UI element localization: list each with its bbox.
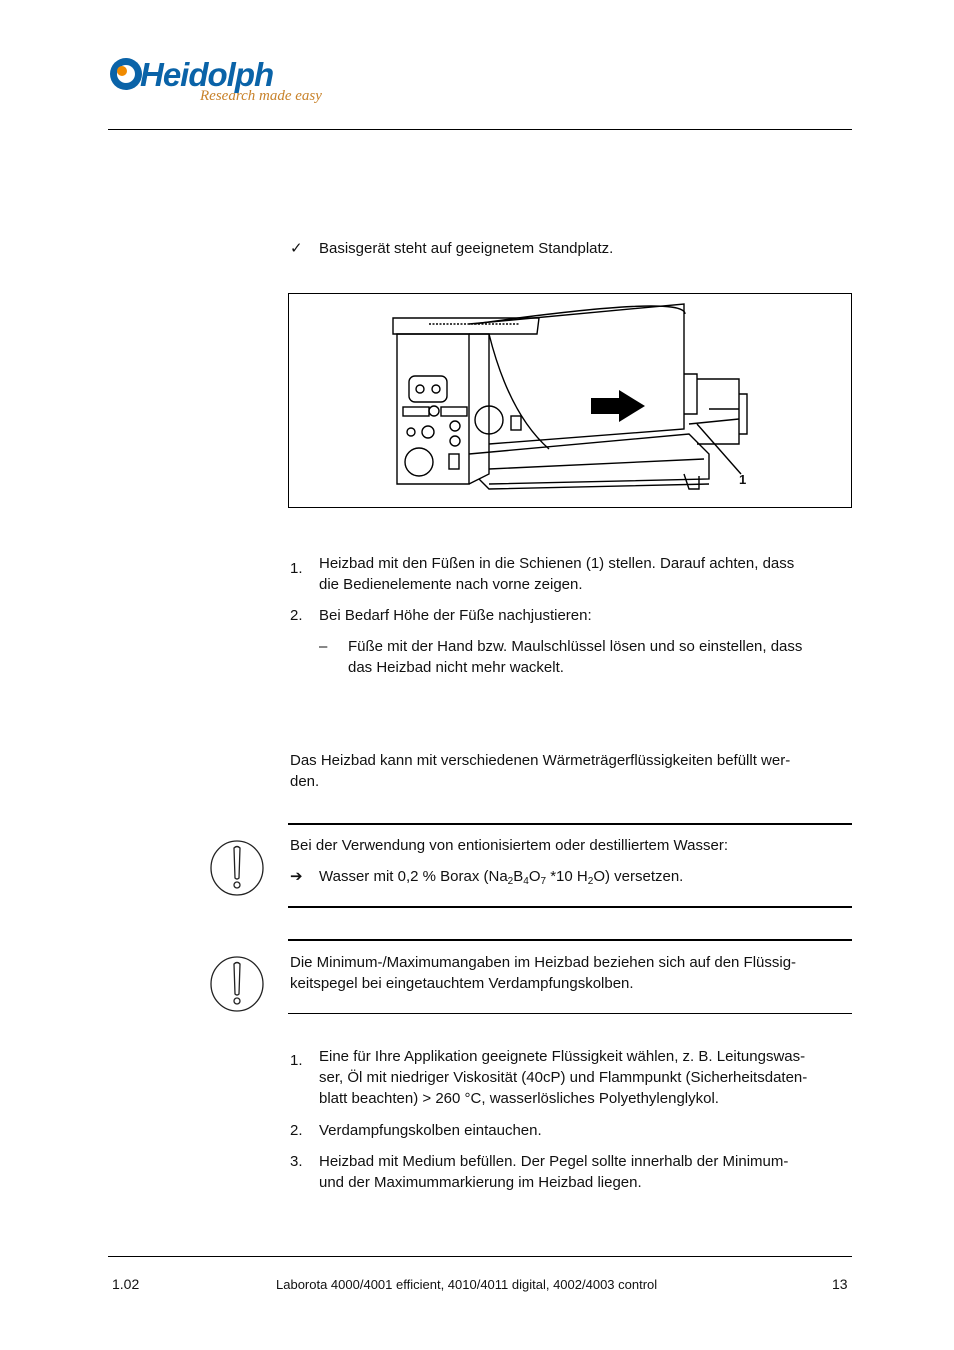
exclamation-icon [209, 838, 267, 898]
note1-instruction: Wasser mit 0,2 % Borax ($Na_2B_4O_7$ *10 $H_2O$) versetzen. [319, 868, 684, 887]
footer-version: 1.02 [112, 1276, 140, 1292]
header-divider [108, 129, 852, 130]
note2-bottom-rule [288, 1013, 852, 1014]
intro-line: den. [290, 773, 320, 790]
note2-text [290, 952, 850, 994]
heating-bath-drawing [289, 294, 851, 507]
note1-arrow-icon: ➔ [290, 868, 303, 885]
step-b1-line: Eine für Ihre Applikation geeignete Flüssigkeit wählen, z. B. Leitungswas- [319, 1048, 806, 1065]
step-a1-line: Heizbad mit den Füßen in die Schienen (1) stellen. Darauf achten, dass [319, 555, 795, 572]
note1-top-rule [288, 823, 852, 825]
footer-page-number: 13 [832, 1276, 848, 1292]
substep-line: das Heizbad nicht mehr wackelt. [348, 659, 564, 676]
substep-line: Füße mit der Hand bzw. Maulschlüssel lösen und so einstellen, dass [348, 638, 803, 655]
step-a1-line: die Bedienelemente nach vorne zeigen. [319, 576, 583, 593]
step-b1-number: 1. [290, 1052, 303, 1069]
note2-top-rule [288, 939, 852, 941]
substep-dash: – [319, 638, 328, 655]
step-b3-number: 3. [290, 1153, 303, 1170]
note1-text: Bei der Verwendung von entionisiertem oder destilliertem Wasser: [290, 837, 728, 854]
figure-callout-1: 1 [739, 472, 747, 487]
check-mark-icon: ✓ [290, 240, 303, 257]
device-figure [288, 293, 852, 508]
prereq-text: Basisgerät steht auf geeignetem Standplatz. [319, 240, 614, 257]
logo-tagline: Research made easy [200, 88, 322, 104]
step-b1-text [319, 1046, 849, 1109]
step-a1-text [319, 553, 849, 595]
step-b2-number: 2. [290, 1122, 303, 1139]
note2-line: Die Minimum-/Maximumangaben im Heizbad beziehen sich auf den Flüssig- [290, 954, 797, 971]
step-a2-number: 2. [290, 607, 303, 624]
substep-text [348, 636, 848, 678]
intro-paragraph [290, 750, 850, 792]
step-a2-text: Bei Bedarf Höhe der Füße nachjustieren: [319, 607, 592, 624]
note2-line: keitspegel bei eingetauchtem Verdampfungskolben. [290, 975, 634, 992]
exclamation-icon [209, 954, 267, 1014]
step-b2-text: Verdampfungskolben eintauchen. [319, 1122, 542, 1139]
step-b1-line: ser, Öl mit niedriger Viskosität (40cP) und Flammpunkt (Sicherheitsdaten- [319, 1069, 808, 1086]
step-b1-line: blatt beachten) > 260 °C, wasserlösliches Polyethylenglykol. [319, 1090, 719, 1107]
step-b3-line: und der Maximummarkierung im Heizbad liegen. [319, 1174, 642, 1191]
logo-wordmark: Heidolph [140, 56, 274, 93]
intro-line: Das Heizbad kann mit verschiedenen Wärmeträgerflüssigkeiten befüllt wer- [290, 752, 791, 769]
step-a1-number: 1. [290, 560, 303, 577]
note1-bottom-rule [288, 906, 852, 908]
step-b3-line: Heizbad mit Medium befüllen. Der Pegel sollte innerhalb der Minimum- [319, 1153, 789, 1170]
direction-arrow-icon [591, 390, 645, 422]
step-b3-text [319, 1151, 849, 1193]
footer-title: Laborota 4000/4001 efficient, 4010/4011 digital, 4002/4003 control [276, 1277, 658, 1292]
footer-divider [108, 1256, 852, 1257]
